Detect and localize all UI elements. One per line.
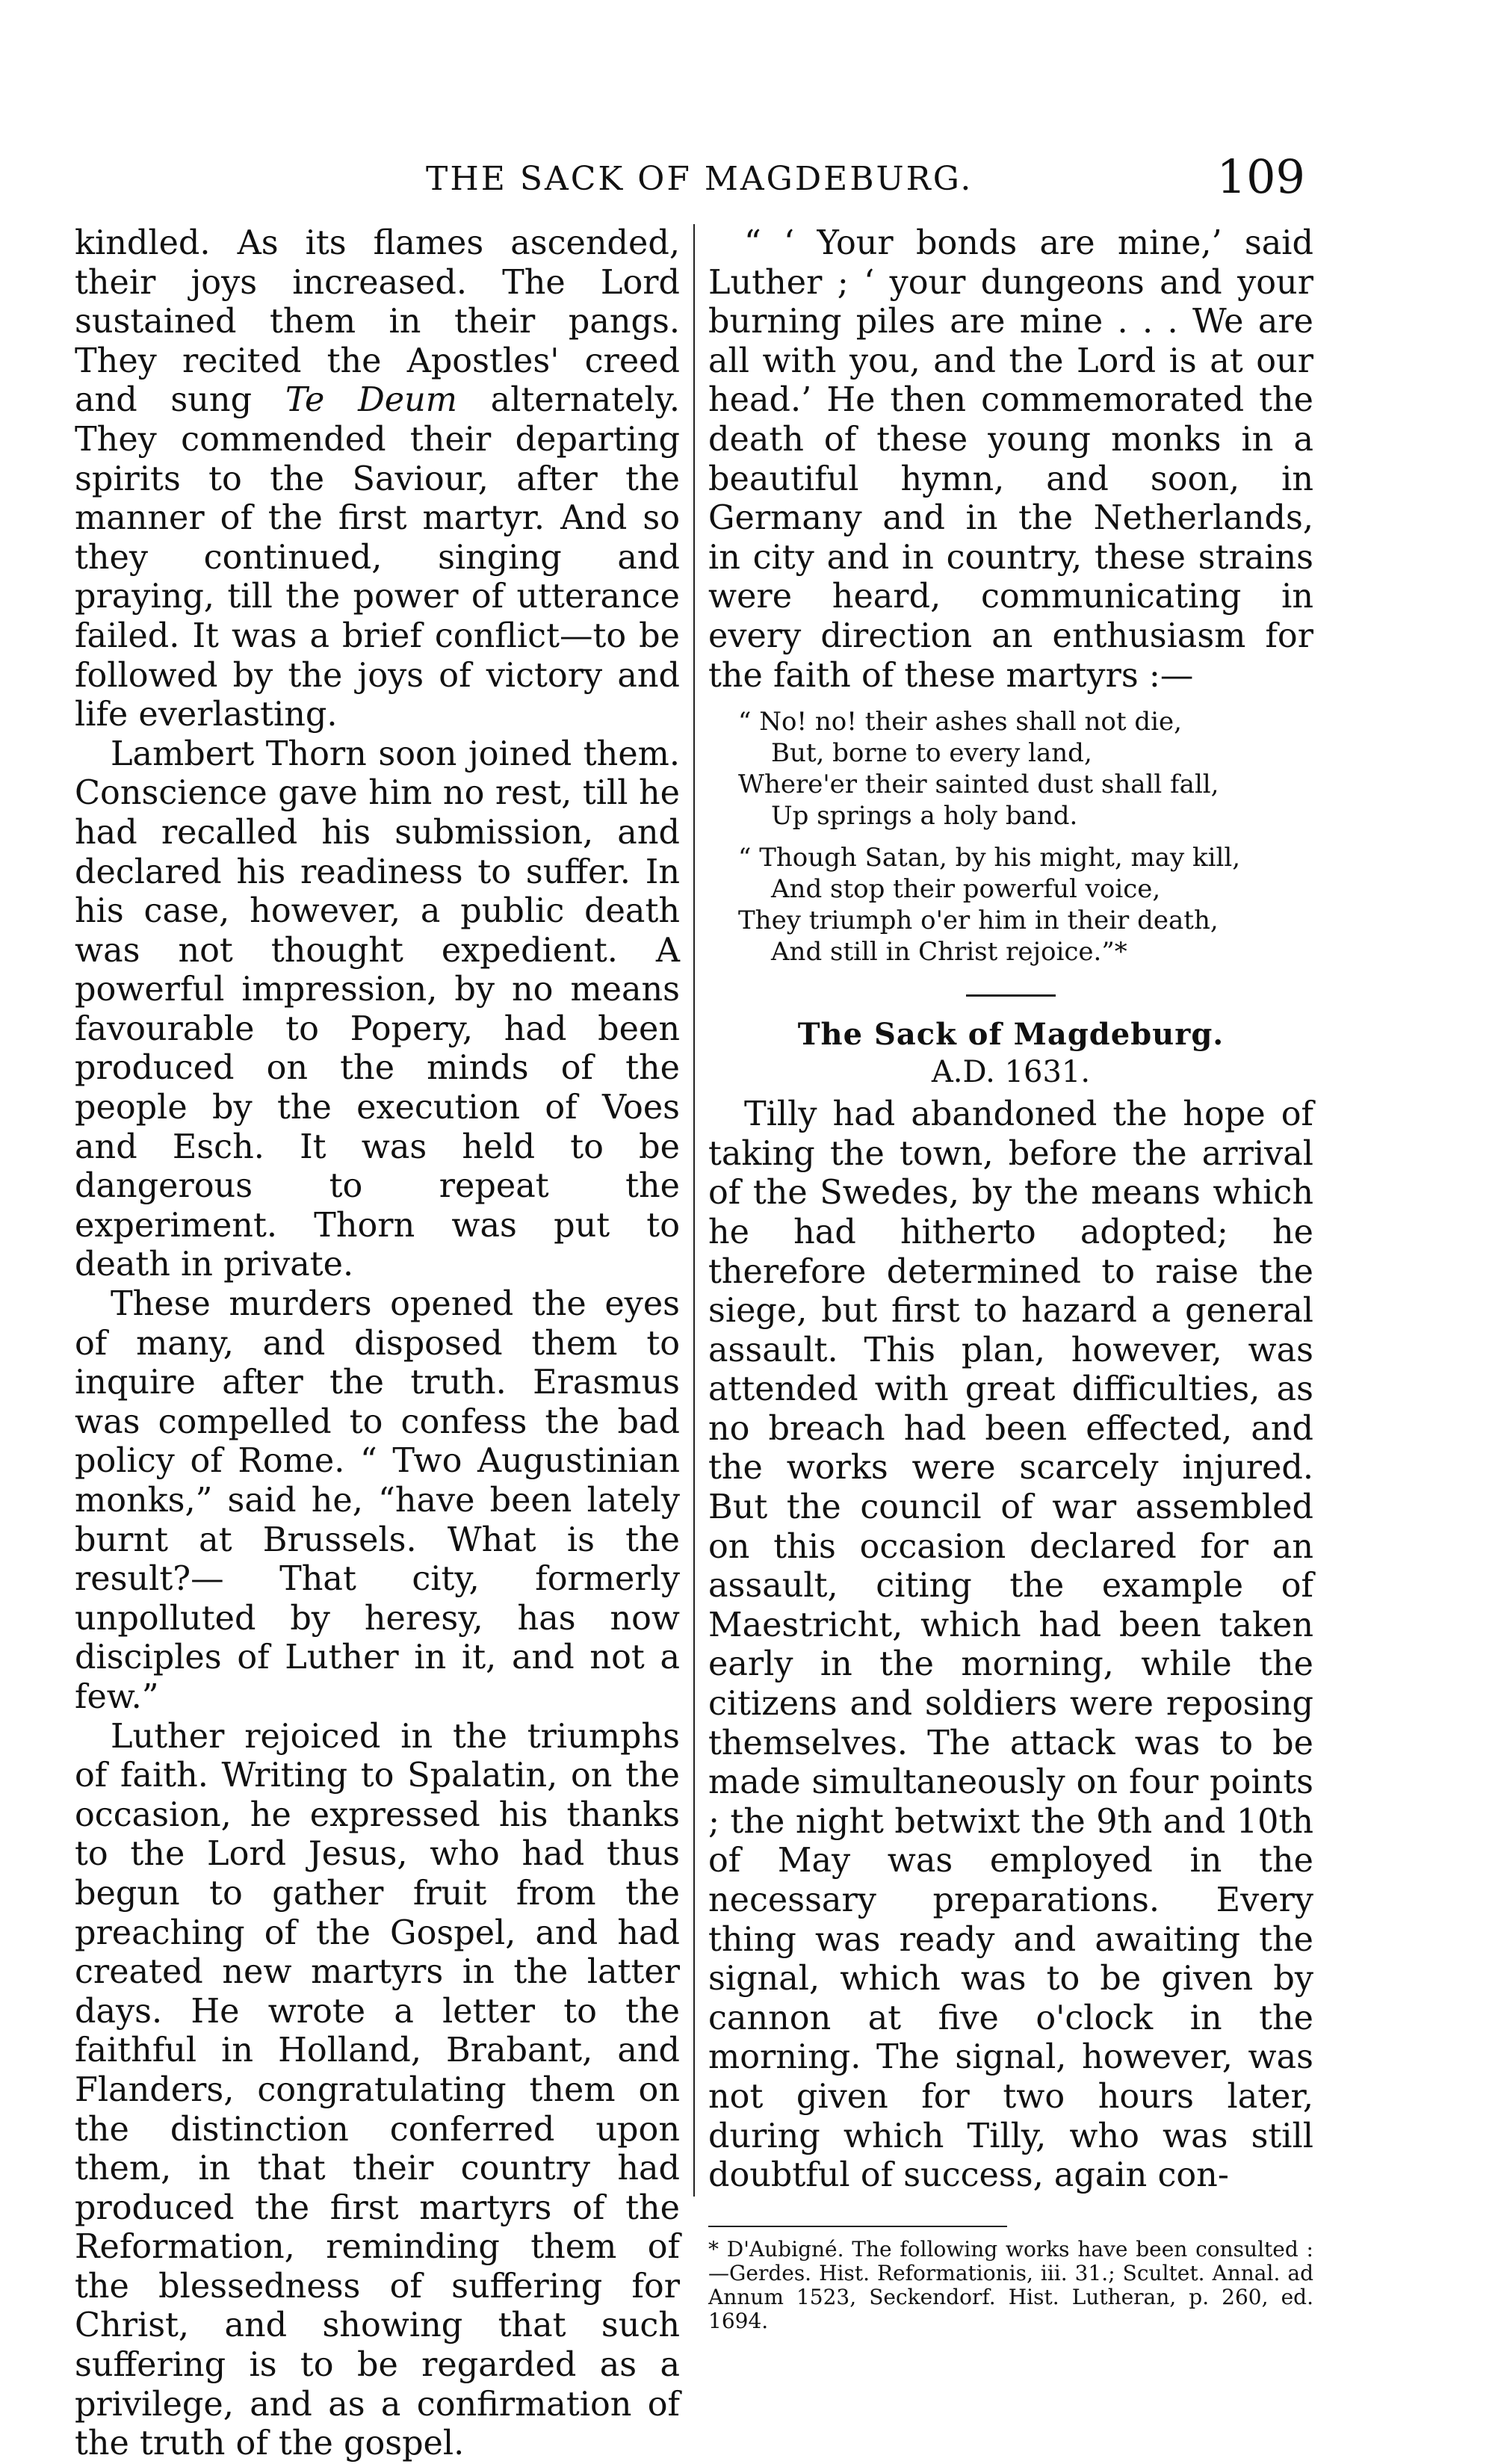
hymn-line: They triumph o'er him in their death, [738, 906, 1219, 936]
footnote-rule [708, 2226, 1007, 2227]
footnote: * D'Aubigné. The following works have been consulted :—Gerdes. Hist. Reformationis, iii. 31.; Scultet. Annal. ad Annum 1523, Seckendorf. Hist. Lutheran, p. 260, ed. 1694. [708, 2236, 1313, 2333]
hymn-line: “ No! no! their ashes shall not die, [738, 707, 1182, 737]
hymn-line: “ Though Satan, by his might, may kill, [738, 843, 1241, 873]
italic-text: Te Deum [285, 381, 457, 420]
paragraph-lambert-thorn: Lambert Thorn soon joined them. Conscience gave him no rest, till he had recalled his submission, and declared his readiness to suffer. In his case, however, a public death was not thought expedient. A powerful impression, by no means favourable to Popery, had been produced on the minds of the people by the execution of Voes and Esch. It was held to be dangerous to repeat the experiment. Thorn was put to death in private. [75, 734, 680, 1284]
paragraph-luther-quote: “ ‘ Your bonds are mine,’ said Luther ; ‘ your dungeons and your burning piles are mine . . . We are all with you, and the Lord is at our head.’ He then commemorated the death of these young monks in a beautiful hymn, and soon, in Germany and in the Netherlands, in city and in country, these strains were heard, communicating in every direction an enthusiasm for the faith of these martyrs :— [708, 224, 1313, 695]
paragraph-continuation [75, 224, 680, 735]
hymn-line: Up springs a holy band. [771, 801, 1078, 832]
running-title: THE SACK OF MAGDEBURG. [426, 160, 973, 198]
text-run: kindled. As its flames ascended, their joys increased. The Lord sustained them in their pangs. They recited the Apostles' creed and sung [75, 224, 680, 420]
section-date: A.D. 1631. [931, 1055, 1091, 1090]
paragraph-tilly: Tilly had abandoned the hope of taking the town, before the arrival of the Swedes, by the means which he had hitherto adopted; he therefore determined to raise the siege, but first to hazard a general assault. This plan, however, was attended with great difficulties, as no breach had been effected, and the works were scarcely injured. But the council of war assembled on this occasion declared for an assault, citing the example of Maestricht, which had been taken early in the morning, while the citizens and soldiers were reposing themselves. The attack was to be made simultaneously on four points ; the night betwixt the 9th and 10th of May was employed in the necessary preparations. Every thing was ready and awaiting the signal, which was to be given by cannon at five o'clock in the morning. The signal, however, was not given for two hours later, during which Tilly, who was still doubtful of success, again con- [708, 1095, 1313, 2195]
hymn-stanza [708, 706, 1313, 832]
left-column [75, 224, 680, 2464]
hymn-stanza [708, 842, 1313, 968]
hymn-line: But, borne to every land, [771, 738, 1092, 769]
right-column [708, 224, 1313, 2333]
page-number: 109 [1216, 149, 1305, 204]
paragraph-murders: These murders opened the eyes of many, and disposed them to inquire after the truth. Erasmus was compelled to confess the bad policy of Rome. “ Two Augustinian monks,” said he, “have been lately burnt at Brussels. What is the result?— That city, formerly unpolluted by heresy, has now disciples of Luther in it, and not a few.” [75, 1285, 680, 1716]
text-run: alternately. They commended their departing spirits to the Saviour, after the manner of the first martyr. And so they continued, singing and praying, till the power of utterance failed. It was a brief conflict—to be followed by the joys of victory and life everlasting. [75, 381, 681, 734]
section-heading: The Sack of Magdeburg. [797, 1017, 1225, 1053]
hymn [708, 706, 1313, 968]
running-head [0, 149, 1492, 217]
section-separator [966, 994, 1056, 997]
hymn-line: And still in Christ rejoice.”* [771, 937, 1127, 968]
hymn-line: And stop their powerful voice, [771, 874, 1161, 905]
hymn-line: Where'er their sainted dust shall fall, [738, 770, 1219, 800]
column-divider [693, 224, 695, 2197]
paragraph-luther-rejoiced: Luther rejoiced in the triumphs of faith. Writing to Spalatin, on the occasion, he expressed his thanks to the Lord Jesus, who had thus begun to gather fruit from the preaching of the Gospel, and had created new martyrs in the latter days. He wrote a letter to the faithful in Holland, Brabant, and Flanders, congratulating them on the distinction conferred upon them, in that their country had produced the first martyrs of the Reformation, reminding them of the blessedness of suffering for Christ, and showing that such suffering is to be regarded as a privilege, and as a confirmation of the truth of the gospel. [75, 1717, 680, 2463]
